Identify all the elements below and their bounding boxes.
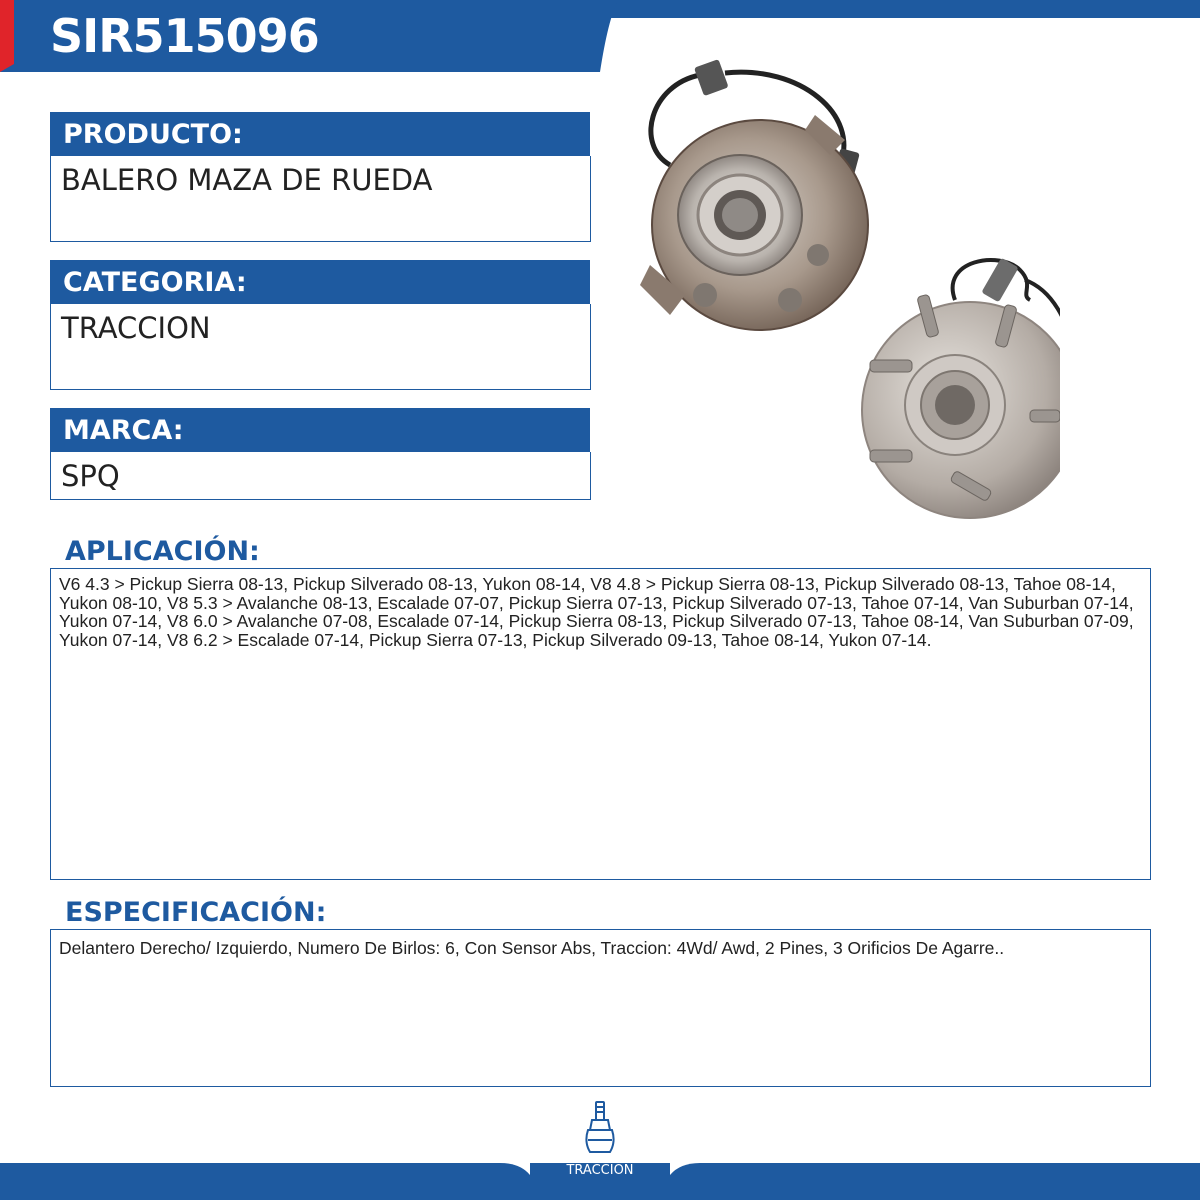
producto-label: PRODUCTO: [50, 112, 590, 156]
especificacion-text: Delantero Derecho/ Izquierdo, Numero De Birlos: 6, Con Sensor Abs, Traccion: 4Wd/ Awd, 2 Pines, 3 Orificios De Agarre.. [50, 929, 1151, 1087]
aplicacion-title: APLICACIÓN: [65, 536, 260, 567]
wheel-hub-image-rear [630, 55, 890, 355]
marca-label: MARCA: [50, 408, 590, 452]
cv-joint-icon [582, 1100, 618, 1162]
categoria-label: CATEGORIA: [50, 260, 590, 304]
categoria-value: TRACCION [50, 304, 591, 390]
producto-value: BALERO MAZA DE RUEDA [50, 156, 591, 242]
wheel-hub-image-front [860, 240, 1060, 530]
product-sku: SIR515096 [50, 9, 319, 63]
marca-value: SPQ [50, 452, 591, 500]
aplicacion-text: V6 4.3 > Pickup Sierra 08-13, Pickup Silverado 08-13, Yukon 08-14, V8 4.8 > Pickup Sierra 08-13, Pickup Silverado 08-13, Tahoe 08-14, Yukon 08-10, V8 5.3 > Avalanche 08-13, Escalade 07-07, Pickup Sierra 07-13, Pickup Silverado 07-13, Tahoe 07-14, Van Suburban 07-14, Yukon 07-14, V8 6.0 > Avalanche 07-08, Escalade 07-14, Pickup Sierra 08-13, Pickup Silverado 07-13, Tahoe 08-14, Van Suburban 07-09, Yukon 07-14, V8 6.2 > Escalade 07-14, Pickup Sierra 07-13, Pickup Silverado 09-13, Tahoe 08-14, Yukon 07-14. [50, 568, 1151, 880]
especificacion-title: ESPECIFICACIÓN: [65, 897, 327, 928]
footer-category-label: TRACCIÓN [566, 1163, 634, 1178]
